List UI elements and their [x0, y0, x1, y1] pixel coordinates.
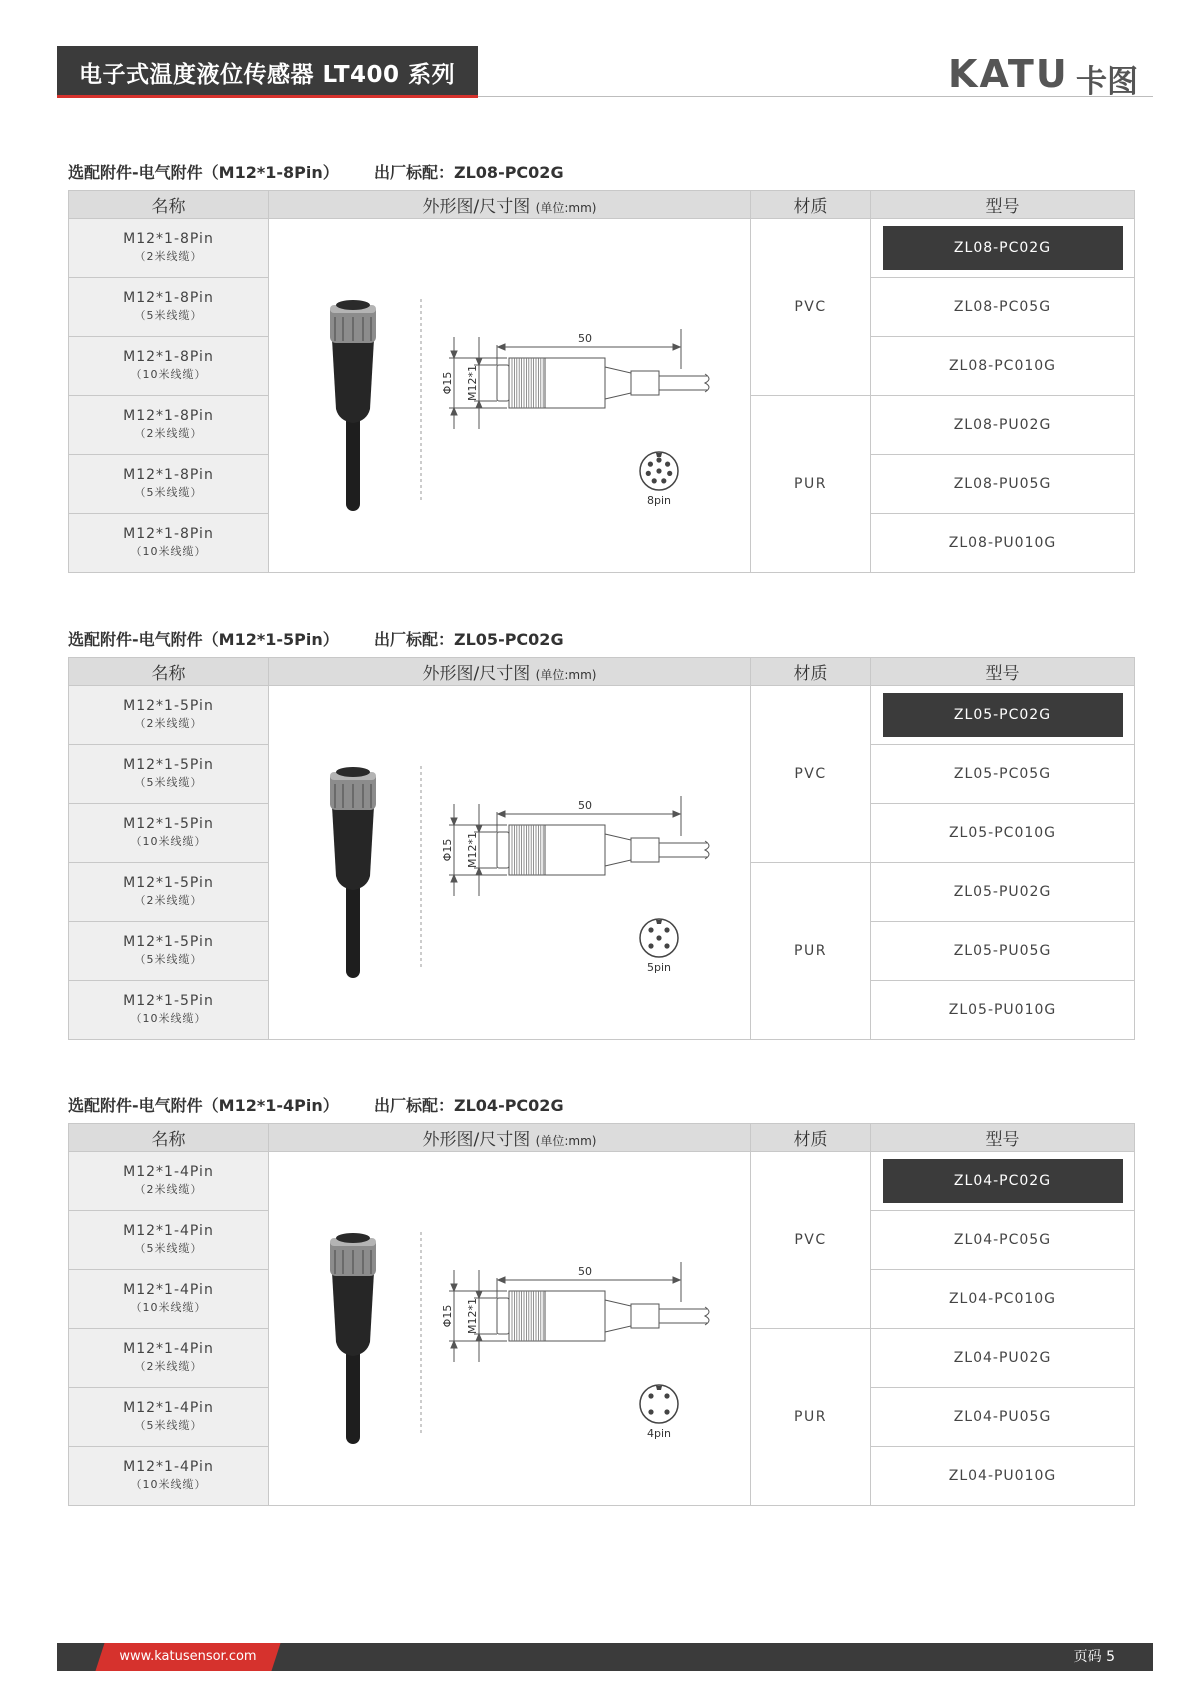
connector-drawing — [269, 1152, 751, 1504]
length-dimension-label: 50 — [578, 332, 592, 345]
header-title-bar — [57, 46, 478, 98]
page-number — [1074, 1643, 1115, 1671]
cable-length: （2米线缆） — [134, 1183, 203, 1196]
cable-length: （5米线缆） — [134, 776, 203, 789]
model-cell — [871, 1152, 1135, 1211]
material-cell: PUR — [751, 396, 871, 573]
pin-dot — [648, 1409, 653, 1414]
model-cell: ZL08-PU05G — [871, 455, 1135, 514]
product-name: M12*1-8Pin — [123, 231, 214, 247]
product-name: M12*1-8Pin — [123, 526, 214, 542]
model-cell: ZL04-PC05G — [871, 1211, 1135, 1270]
section-title — [68, 160, 564, 184]
table-row — [69, 219, 1135, 278]
model-cell: ZL05-PU05G — [871, 922, 1135, 981]
cable-length: （5米线缆） — [134, 486, 203, 499]
product-name-cell — [69, 804, 269, 863]
diameter-dimension-label: Φ15 — [441, 371, 454, 395]
product-name-cell — [69, 219, 269, 278]
section-title — [68, 627, 564, 651]
pin-face-icon — [640, 1385, 678, 1423]
pin-dot — [646, 471, 651, 476]
product-name-cell — [69, 514, 269, 573]
header-model: 型号 — [871, 658, 1135, 686]
model-cell: ZL05-PU010G — [871, 981, 1135, 1040]
product-name: M12*1-4Pin — [123, 1282, 214, 1298]
model-cell: ZL05-PU02G — [871, 863, 1135, 922]
product-name-cell — [69, 981, 269, 1040]
product-name: M12*1-5Pin — [123, 816, 214, 832]
header-material: 材质 — [751, 191, 871, 219]
connector-photo-icon — [330, 300, 376, 504]
cable-length: （2米线缆） — [134, 1360, 203, 1373]
model-cell — [871, 219, 1135, 278]
product-name-cell — [69, 1329, 269, 1388]
pin-dot — [656, 935, 661, 940]
pin-dot — [664, 943, 669, 948]
footer-url-badge — [95, 1643, 280, 1671]
cable-length: （5米线缆） — [134, 309, 203, 322]
table-header-row — [69, 1124, 1135, 1152]
product-name-cell — [69, 455, 269, 514]
product-name: M12*1-8Pin — [123, 349, 214, 365]
material-cell: PUR — [751, 863, 871, 1040]
thread-dimension-label: M12*1 — [466, 365, 479, 401]
pin-dot — [656, 468, 661, 473]
thread-dimension-label: M12*1 — [466, 1298, 479, 1334]
header-model: 型号 — [871, 191, 1135, 219]
product-name: M12*1-5Pin — [123, 698, 214, 714]
cable-length: （5米线缆） — [134, 953, 203, 966]
material-cell: PVC — [751, 1152, 871, 1329]
pin-dot — [665, 462, 670, 467]
product-name-cell — [69, 1388, 269, 1447]
header-name: 名称 — [69, 1124, 269, 1152]
cable-length: （10米线缆） — [130, 368, 207, 381]
connector-photo-icon — [330, 1233, 376, 1437]
logo-han: 卡图 — [1076, 64, 1138, 100]
model-cell: ZL05-PC010G — [871, 804, 1135, 863]
pin-dot — [664, 927, 669, 932]
header-material: 材质 — [751, 658, 871, 686]
cable-length: （2米线缆） — [134, 250, 203, 263]
katu-logo — [948, 50, 1156, 100]
table-header-row — [69, 658, 1135, 686]
model-cell: ZL08-PU010G — [871, 514, 1135, 573]
header-figure-unit: (单位:mm) — [535, 201, 597, 215]
section-heading: 选配附件-电气附件（M12*1-8Pin） — [68, 163, 339, 182]
diameter-dimension-label: Φ15 — [441, 1304, 454, 1328]
diameter-dimension-label: Φ15 — [441, 838, 454, 862]
pin-dot — [648, 1393, 653, 1398]
model-cell: ZL04-PU02G — [871, 1329, 1135, 1388]
product-name-cell — [69, 1447, 269, 1506]
pin-dot — [664, 1393, 669, 1398]
product-name: M12*1-4Pin — [123, 1459, 214, 1475]
header-figure-unit: (单位:mm) — [535, 1134, 597, 1148]
product-name: M12*1-5Pin — [123, 993, 214, 1009]
pin-dot — [648, 927, 653, 932]
pin-dot — [648, 462, 653, 467]
table-row — [69, 686, 1135, 745]
model-cell: ZL08-PU02G — [871, 396, 1135, 455]
product-name: M12*1-5Pin — [123, 757, 214, 773]
cable-length: （5米线缆） — [134, 1419, 203, 1432]
pin-dot — [648, 943, 653, 948]
model-cell: ZL04-PC010G — [871, 1270, 1135, 1329]
pin-dot — [652, 478, 657, 483]
cable-length: （10米线缆） — [130, 1478, 207, 1491]
length-dimension-label: 50 — [578, 799, 592, 812]
header-figure-unit: (单位:mm) — [535, 668, 597, 682]
pin-count-label: 4pin — [646, 1427, 672, 1440]
product-name-cell — [69, 1211, 269, 1270]
page-label: 页码 — [1073, 1649, 1102, 1665]
pin-dot — [661, 478, 666, 483]
header-figure-label: 外形图/尺寸图 — [422, 197, 531, 217]
header-figure-label: 外形图/尺寸图 — [422, 664, 531, 684]
product-name: M12*1-4Pin — [123, 1400, 214, 1416]
model-cell — [871, 686, 1135, 745]
product-name: M12*1-8Pin — [123, 467, 214, 483]
header-model: 型号 — [871, 1124, 1135, 1152]
product-name: M12*1-8Pin — [123, 290, 214, 306]
factory-standard: 出厂标配：ZL05-PC02G — [374, 630, 564, 649]
model-standard-badge[interactable]: ZL05-PC02G — [883, 693, 1123, 737]
table-header-row — [69, 191, 1135, 219]
pin-face-icon — [640, 919, 678, 957]
model-cell: ZL05-PC05G — [871, 745, 1135, 804]
product-name: M12*1-5Pin — [123, 875, 214, 891]
model-standard-badge[interactable]: ZL04-PC02G — [883, 1159, 1123, 1203]
footer-url[interactable]: www.katusensor.com — [119, 1649, 257, 1664]
header-figure — [269, 191, 751, 219]
figure-cell — [269, 1152, 751, 1506]
product-name-cell — [69, 337, 269, 396]
header-divider — [478, 96, 1153, 97]
factory-standard: 出厂标配：ZL04-PC02G — [374, 1096, 564, 1115]
section-title — [68, 1093, 564, 1117]
product-name-cell — [69, 1270, 269, 1329]
model-standard-badge[interactable]: ZL08-PC02G — [883, 226, 1123, 270]
spec-table — [68, 190, 1135, 573]
section-heading: 选配附件-电气附件（M12*1-4Pin） — [68, 1096, 339, 1115]
cable-length: （5米线缆） — [134, 1242, 203, 1255]
length-dimension-label: 50 — [578, 1265, 592, 1278]
material-cell: PUR — [751, 1329, 871, 1506]
spec-table — [68, 657, 1135, 1040]
material-cell: PVC — [751, 219, 871, 396]
model-cell: ZL04-PU05G — [871, 1388, 1135, 1447]
product-name: M12*1-4Pin — [123, 1341, 214, 1357]
model-cell: ZL08-PC05G — [871, 278, 1135, 337]
pin-dot — [664, 1409, 669, 1414]
footer-bar — [57, 1643, 1153, 1671]
pin-count-label: 8pin — [646, 494, 672, 507]
connector-drawing — [269, 219, 751, 571]
spec-table — [68, 1123, 1135, 1506]
material-cell: PVC — [751, 686, 871, 863]
cable-length: （10米线缆） — [130, 1012, 207, 1025]
model-cell: ZL08-PC010G — [871, 337, 1135, 396]
product-name-cell — [69, 745, 269, 804]
header-name: 名称 — [69, 658, 269, 686]
product-name-cell — [69, 396, 269, 455]
product-name: M12*1-5Pin — [123, 934, 214, 950]
header-figure — [269, 1124, 751, 1152]
header-material: 材质 — [751, 1124, 871, 1152]
product-name: M12*1-4Pin — [123, 1164, 214, 1180]
figure-cell — [269, 219, 751, 573]
product-name: M12*1-8Pin — [123, 408, 214, 424]
table-row — [69, 1152, 1135, 1211]
page-title: 电子式温度液位传感器 LT400 系列 — [79, 62, 456, 88]
connector-drawing — [269, 686, 751, 1038]
model-cell: ZL04-PU010G — [871, 1447, 1135, 1506]
header-name: 名称 — [69, 191, 269, 219]
thread-dimension-label: M12*1 — [466, 832, 479, 868]
cable-length: （10米线缆） — [130, 1301, 207, 1314]
product-name-cell — [69, 278, 269, 337]
cable-length: （2米线缆） — [134, 894, 203, 907]
pin-face-icon — [640, 452, 678, 490]
connector-photo-icon — [330, 767, 376, 971]
product-name-cell — [69, 863, 269, 922]
cable-length: （10米线缆） — [130, 835, 207, 848]
section-heading: 选配附件-电气附件（M12*1-5Pin） — [68, 630, 339, 649]
pin-dot — [667, 471, 672, 476]
factory-standard: 出厂标配：ZL08-PC02G — [374, 163, 564, 182]
logo-latin: KATU — [948, 52, 1069, 96]
product-name-cell — [69, 1152, 269, 1211]
figure-cell — [269, 686, 751, 1040]
header-figure — [269, 658, 751, 686]
cable-length: （2米线缆） — [134, 717, 203, 730]
header-figure-label: 外形图/尺寸图 — [422, 1130, 531, 1150]
cable-length: （2米线缆） — [134, 427, 203, 440]
product-name: M12*1-4Pin — [123, 1223, 214, 1239]
cable-length: （10米线缆） — [130, 545, 207, 558]
pin-count-label: 5pin — [646, 961, 672, 974]
product-name-cell — [69, 686, 269, 745]
page-number-value: 5 — [1106, 1649, 1115, 1665]
product-name-cell — [69, 922, 269, 981]
pin-dot — [656, 457, 661, 462]
